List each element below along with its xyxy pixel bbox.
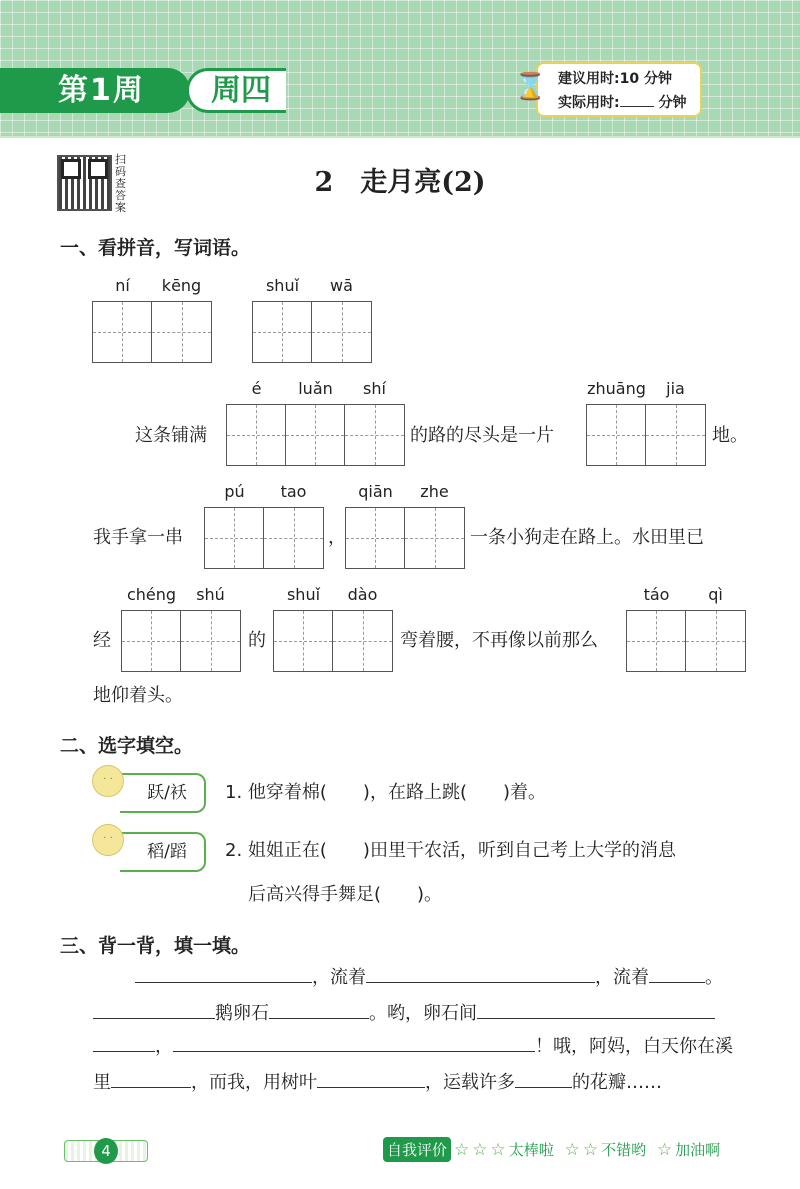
- writing-grid[interactable]: [92, 276, 212, 363]
- writing-grid[interactable]: [273, 585, 393, 672]
- time-box: [536, 62, 702, 117]
- blank[interactable]: [93, 1034, 155, 1052]
- text: 。: [705, 967, 723, 988]
- grid-cell[interactable]: [646, 379, 705, 465]
- pinyin: luǎn: [298, 379, 333, 398]
- question-2: 2. 姐姐正在( )田里干农活，听到自己考上大学的消息: [225, 840, 676, 861]
- text: ，流着: [312, 967, 366, 988]
- writing-grid[interactable]: [345, 482, 465, 569]
- grid-cell[interactable]: [181, 585, 240, 671]
- grid-cell[interactable]: [346, 482, 405, 568]
- sentence-text: 的: [248, 630, 266, 651]
- recite-line: [93, 1068, 662, 1094]
- grid-cell[interactable]: [93, 276, 152, 362]
- sentence-text: 地。: [712, 425, 748, 446]
- writing-grid[interactable]: [121, 585, 241, 672]
- rating-label: 加油啊: [675, 1141, 721, 1159]
- text: 鹅卵石: [215, 1003, 269, 1024]
- pinyin: pú: [224, 482, 245, 501]
- grid-cell[interactable]: [253, 276, 312, 362]
- grid-cell[interactable]: [122, 585, 181, 671]
- text: 里: [93, 1072, 111, 1093]
- sentence-text: 地仰着头。: [93, 685, 183, 706]
- pinyin: táo: [643, 585, 670, 604]
- grid-cell[interactable]: [587, 379, 646, 465]
- blank[interactable]: [111, 1070, 191, 1088]
- star-icon[interactable]: ☆: [582, 1139, 599, 1160]
- page-number-text: 4: [94, 1138, 118, 1164]
- grid-cell[interactable]: [286, 379, 345, 465]
- day-label: 周四: [186, 68, 286, 113]
- sentence-text: 经: [93, 630, 111, 651]
- writing-grid[interactable]: [226, 379, 405, 466]
- blank[interactable]: [173, 1034, 535, 1052]
- text: ，而我，用树叶: [191, 1072, 317, 1093]
- grid-cell[interactable]: [333, 585, 392, 671]
- rating-label: 太棒啦: [508, 1141, 554, 1159]
- grid-cell[interactable]: [312, 276, 371, 362]
- page-title: 2 走月亮(2): [314, 167, 486, 198]
- pinyin: shú: [196, 585, 225, 604]
- pinyin: shí: [363, 379, 386, 398]
- grid-cell[interactable]: [152, 276, 211, 362]
- option-box: 稻/蹈: [120, 832, 206, 872]
- pinyin: shuǐ: [265, 276, 300, 295]
- sentence-text: 弯着腰，不再像以前那么: [400, 630, 598, 651]
- pinyin: dào: [347, 585, 378, 604]
- smiley-face-icon: · ·: [92, 824, 124, 856]
- option-box: 跃/袄: [120, 773, 206, 813]
- grid-cell[interactable]: [264, 482, 323, 568]
- writing-grid[interactable]: [626, 585, 746, 672]
- smiley-face-icon: · ·: [92, 765, 124, 797]
- blank[interactable]: [515, 1070, 572, 1088]
- pinyin: shuǐ: [286, 585, 321, 604]
- text: 的花瓣……: [572, 1072, 662, 1093]
- section2-heading: 二、选字填空。: [60, 735, 194, 757]
- recite-line: [135, 963, 723, 989]
- star-icon[interactable]: ☆: [472, 1139, 488, 1160]
- sentence-text: 的路的尽头是一片: [410, 425, 554, 446]
- grid-cell[interactable]: [227, 379, 286, 465]
- grid-cell[interactable]: [345, 379, 404, 465]
- week-label: 第1周: [0, 68, 190, 113]
- sentence-text: 一条小狗走在路上。水田里已: [470, 527, 704, 548]
- recite-line: [93, 1032, 733, 1058]
- recite-line: [93, 999, 715, 1025]
- pinyin: tao: [280, 482, 307, 501]
- sentence-text: 这条铺满: [135, 425, 207, 446]
- pinyin: ní: [115, 276, 130, 295]
- text: ，运载许多: [425, 1072, 515, 1093]
- rating-label: 不错哟: [601, 1141, 647, 1159]
- qr-caption: 扫码查答案: [115, 153, 126, 214]
- blank[interactable]: [135, 965, 312, 983]
- actual-time-label: 实际用时:: [558, 95, 620, 111]
- blank[interactable]: [366, 965, 595, 983]
- star-icon[interactable]: ☆: [656, 1139, 673, 1160]
- pinyin: qiān: [358, 482, 393, 501]
- pinyin: zhuāng: [587, 379, 646, 398]
- writing-grid[interactable]: [586, 379, 706, 466]
- text: ！哦，阿妈，白天你在溪: [535, 1036, 733, 1057]
- hourglass-icon: ⌛: [514, 72, 547, 102]
- grid-cell[interactable]: [405, 482, 464, 568]
- grid-cell[interactable]: [274, 585, 333, 671]
- pinyin: chéng: [126, 585, 177, 604]
- sentence-text: ，: [328, 527, 346, 548]
- text: ，: [155, 1036, 173, 1057]
- question-2-cont: 后高兴得手舞足( )。: [248, 884, 443, 905]
- blank[interactable]: [649, 965, 705, 983]
- text: 。哟，卵石间: [369, 1003, 477, 1024]
- self-evaluation: [383, 1137, 720, 1162]
- page-number: [64, 1140, 148, 1162]
- actual-time-unit: 分钟: [658, 95, 687, 111]
- star-icon[interactable]: ☆: [564, 1139, 580, 1160]
- grid-cell[interactable]: [627, 585, 686, 671]
- pinyin: jia: [666, 379, 685, 398]
- blank[interactable]: [477, 1001, 715, 1019]
- grid-cell[interactable]: [205, 482, 264, 568]
- eval-label: 自我评价: [383, 1137, 451, 1162]
- grid-cell[interactable]: [686, 585, 745, 671]
- star-icon[interactable]: ☆: [490, 1139, 506, 1160]
- section3-heading: 三、背一背，填一填。: [60, 935, 251, 957]
- actual-time-input[interactable]: [620, 93, 654, 107]
- text: ，流着: [595, 967, 649, 988]
- writing-grid[interactable]: [204, 482, 324, 569]
- blank[interactable]: [317, 1070, 425, 1088]
- blank[interactable]: [269, 1001, 369, 1019]
- writing-grid[interactable]: [252, 276, 372, 363]
- pinyin: qì: [708, 585, 723, 604]
- suggested-time: 建议用时:10 分钟: [558, 71, 672, 87]
- pinyin: wā: [330, 276, 353, 295]
- sentence-text: 我手拿一串: [93, 527, 183, 548]
- question-1: 1. 他穿着棉( )，在路上跳( )着。: [225, 782, 546, 803]
- pinyin: é: [251, 379, 262, 398]
- section1-heading: 一、看拼音，写词语。: [60, 237, 251, 259]
- star-icon[interactable]: ☆: [454, 1139, 470, 1160]
- pinyin: zhe: [420, 482, 449, 501]
- blank[interactable]: [93, 1001, 215, 1019]
- pinyin: kēng: [161, 276, 202, 295]
